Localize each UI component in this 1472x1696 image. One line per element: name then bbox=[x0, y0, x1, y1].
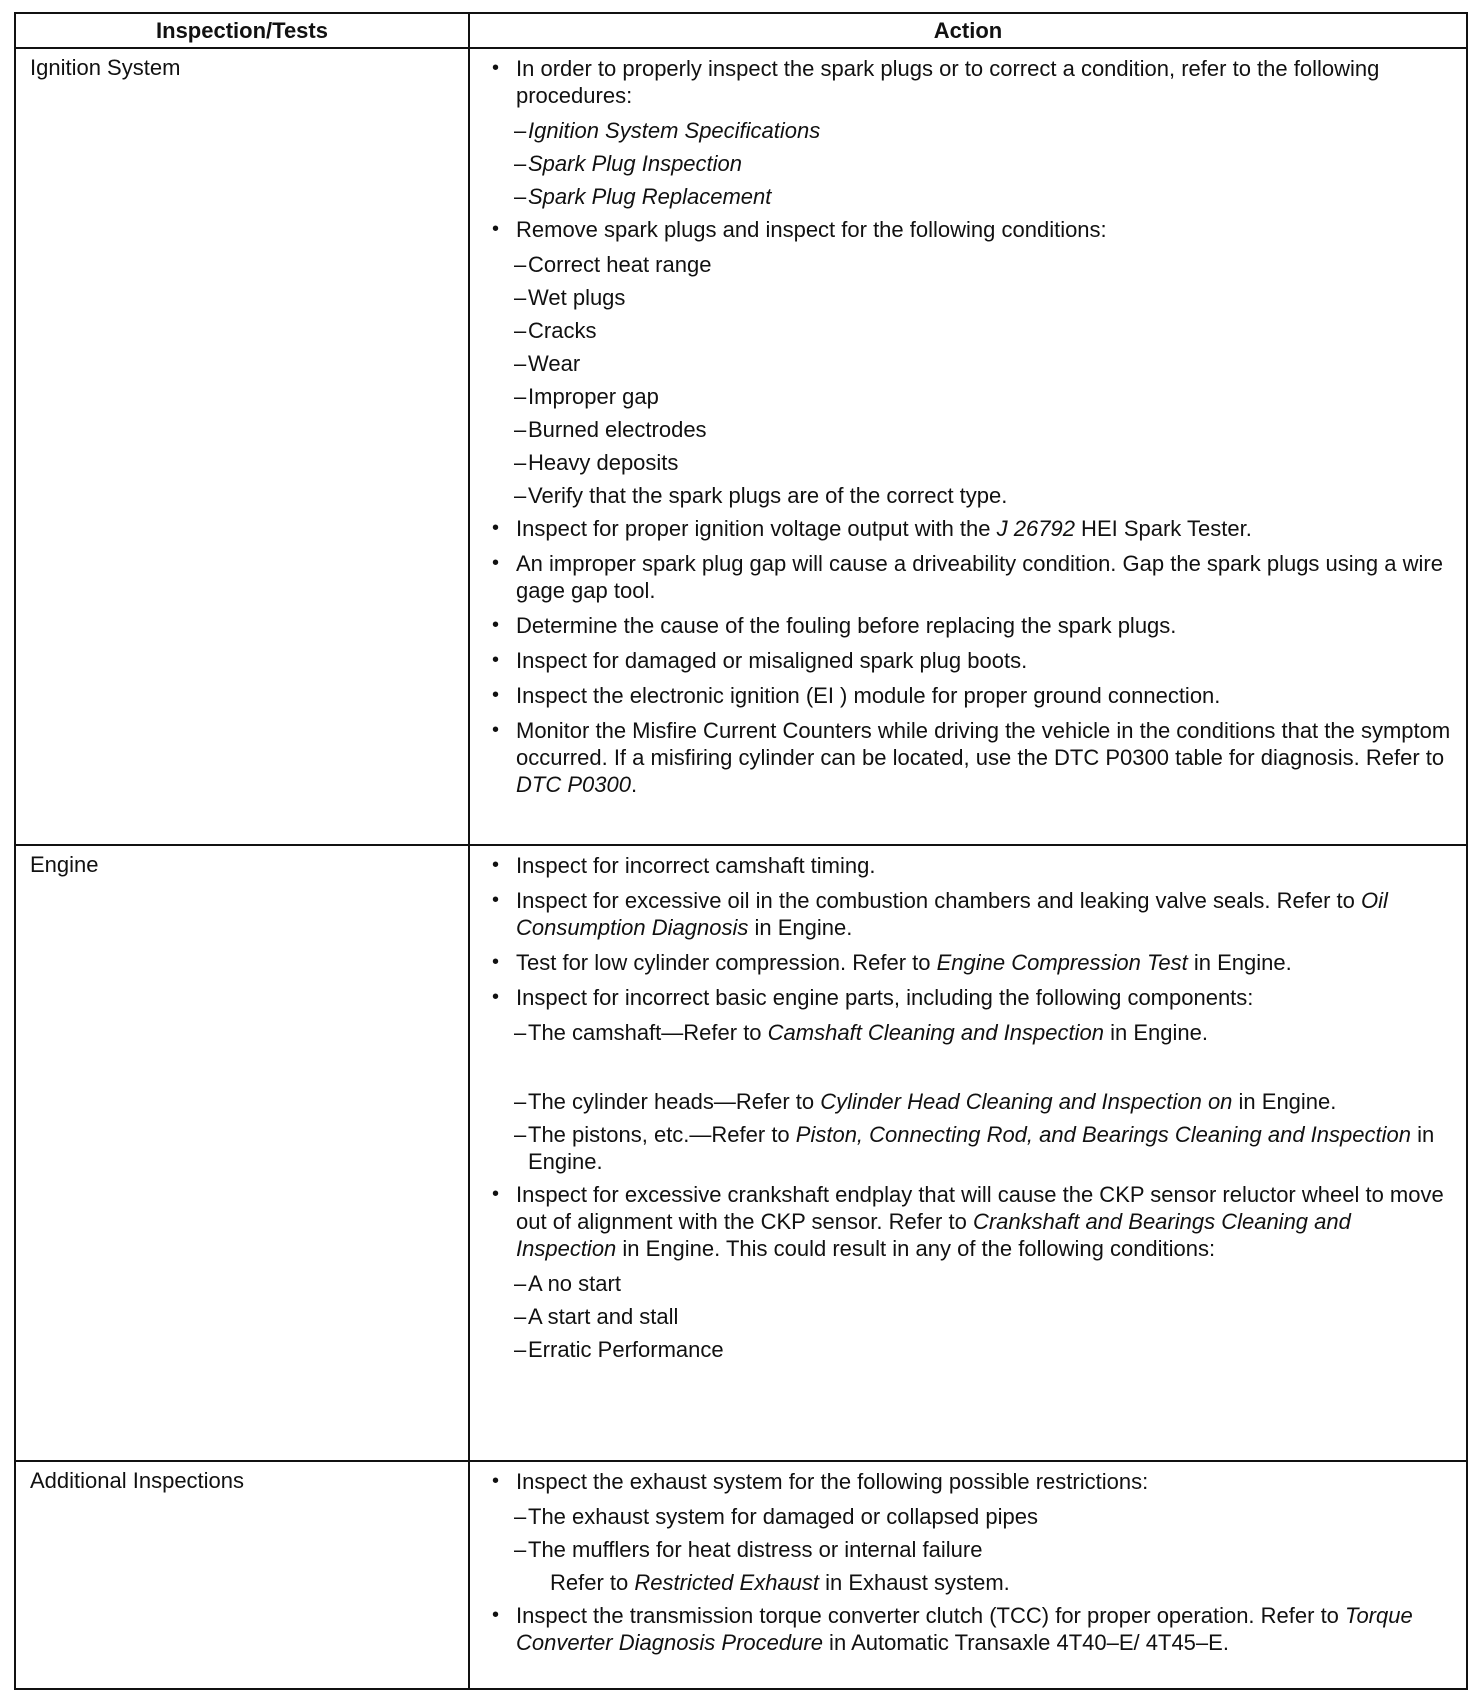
reference-text: J 26792 bbox=[996, 516, 1075, 541]
sub-item bbox=[484, 317, 1452, 344]
item-text: in Engine. bbox=[1187, 950, 1292, 975]
item-text: HEI Spark Tester. bbox=[1074, 516, 1252, 541]
item-text: in Engine. bbox=[748, 915, 853, 940]
reference-text: Spark Plug Replacement bbox=[528, 184, 772, 209]
sub-item bbox=[484, 150, 1452, 177]
column-header-inspection-tests: Inspection/Tests bbox=[15, 13, 469, 48]
bullet-item bbox=[484, 1468, 1452, 1495]
dash-marker: – bbox=[514, 252, 527, 277]
table-row-additional-inspections bbox=[15, 1461, 1467, 1689]
reference-text: Oil Consumption Diagnosis bbox=[516, 888, 1388, 940]
dash-marker: – bbox=[514, 483, 527, 508]
item-text: Erratic Performance bbox=[528, 1337, 724, 1362]
reference-text: Cylinder Head Cleaning and Inspection on bbox=[820, 1089, 1233, 1114]
reference-text: Piston, Connecting Rod, and Bearings Cleaning and Inspection bbox=[795, 1122, 1411, 1147]
dash-marker: – bbox=[514, 118, 527, 143]
item-text: Improper gap bbox=[528, 384, 659, 409]
item-text: Inspect for excessive oil in the combustion chambers and leaking valve seals. Refer to bbox=[516, 888, 1361, 913]
bullet-item bbox=[484, 1181, 1452, 1262]
sub-item bbox=[484, 449, 1452, 476]
action-cell bbox=[469, 845, 1467, 1461]
sub-item bbox=[484, 1536, 1452, 1563]
item-text: The pistons, etc.—Refer to bbox=[528, 1122, 796, 1147]
action-cell bbox=[469, 1461, 1467, 1689]
reference-text: Torque Converter Diagnosis Procedure bbox=[516, 1603, 1413, 1655]
sub-item bbox=[484, 1503, 1452, 1530]
dash-marker: – bbox=[514, 351, 527, 376]
dash-marker: – bbox=[514, 151, 527, 176]
item-text: Inspect for incorrect camshaft timing. bbox=[516, 853, 876, 878]
action-cell bbox=[469, 48, 1467, 845]
bullet-item bbox=[484, 949, 1452, 976]
inspection-table bbox=[14, 12, 1468, 1690]
dash-marker: – bbox=[514, 1504, 527, 1529]
item-text: Wet plugs bbox=[528, 285, 626, 310]
item-text: in Exhaust system. bbox=[819, 1570, 1010, 1595]
sub-item bbox=[484, 1270, 1452, 1297]
item-text: Inspect for incorrect basic engine parts, including the following components: bbox=[516, 985, 1254, 1010]
item-text: Inspect the transmission torque converter clutch (TCC) for proper operation. Refer to bbox=[516, 1603, 1346, 1628]
item-text: The camshaft—Refer to bbox=[528, 1020, 768, 1045]
spacer bbox=[484, 1052, 1452, 1082]
dash-marker: – bbox=[514, 417, 527, 442]
bullet-item bbox=[484, 515, 1452, 542]
bullet-item bbox=[484, 550, 1452, 604]
sub-item bbox=[484, 183, 1452, 210]
item-text: Correct heat range bbox=[528, 252, 712, 277]
row-label-cell: Additional Inspections bbox=[15, 1461, 469, 1689]
bullet-item bbox=[484, 612, 1452, 639]
row-label-cell: Ignition System bbox=[15, 48, 469, 845]
dash-marker: – bbox=[514, 1304, 527, 1329]
dash-marker: – bbox=[514, 384, 527, 409]
reference-text: Ignition System Specifications bbox=[528, 118, 821, 143]
item-text: in Engine. bbox=[1232, 1089, 1337, 1114]
reference-text: DTC P0300 bbox=[516, 772, 631, 797]
item-text: Inspect for damaged or misaligned spark plug boots. bbox=[516, 648, 1028, 673]
bullet-item bbox=[484, 216, 1452, 243]
sub-item bbox=[484, 1336, 1452, 1363]
dash-marker: – bbox=[514, 1271, 527, 1296]
item-text: in Engine. bbox=[528, 1122, 1435, 1174]
dash-marker: – bbox=[514, 184, 527, 209]
dash-marker: – bbox=[514, 1537, 527, 1562]
table-row-engine bbox=[15, 845, 1467, 1461]
dash-marker: – bbox=[514, 318, 527, 343]
sub-item bbox=[484, 383, 1452, 410]
table-row-ignition-system bbox=[15, 48, 1467, 845]
sub-item bbox=[484, 482, 1452, 509]
dash-marker: – bbox=[514, 450, 527, 475]
sub-item bbox=[484, 1088, 1452, 1115]
row-label-cell: Engine bbox=[15, 845, 469, 1461]
dash-marker: – bbox=[514, 1020, 527, 1045]
bullet-item bbox=[484, 682, 1452, 709]
reference-text: Camshaft Cleaning and Inspection bbox=[767, 1020, 1104, 1045]
reference-text: Spark Plug Inspection bbox=[528, 151, 743, 176]
item-text: Inspect for excessive crankshaft endplay that will cause the CKP sensor reluctor wheel to move out of alignment with the CKP sensor. Refer to bbox=[516, 1182, 1444, 1234]
dash-marker: – bbox=[514, 1122, 527, 1147]
item-text: Test for low cylinder compression. Refer to bbox=[516, 950, 937, 975]
reference-note bbox=[484, 1569, 1452, 1596]
dash-marker: – bbox=[514, 1089, 527, 1114]
item-text: Heavy deposits bbox=[528, 450, 679, 475]
sub-item bbox=[484, 350, 1452, 377]
bullet-item bbox=[484, 717, 1452, 798]
item-text: Inspect the exhaust system for the following possible restrictions: bbox=[516, 1469, 1149, 1494]
item-text: in Engine. This could result in any of the following conditions: bbox=[616, 1236, 1216, 1261]
item-text: Monitor the Misfire Current Counters while driving the vehicle in the conditions that the symptom occurred. If a misfiring cylinder can be located, use the DTC P0300 table for diagnosis. Refer to bbox=[516, 718, 1451, 770]
reference-text: Crankshaft and Bearings Cleaning and Inspection bbox=[516, 1209, 1351, 1261]
bullet-item bbox=[484, 647, 1452, 674]
item-text: Remove spark plugs and inspect for the following conditions: bbox=[516, 217, 1107, 242]
bullet-item bbox=[484, 852, 1452, 879]
dash-marker: – bbox=[514, 285, 527, 310]
item-text: Refer to bbox=[550, 1570, 635, 1595]
item-text: A no start bbox=[528, 1271, 621, 1296]
sub-item bbox=[484, 284, 1452, 311]
item-text: Cracks bbox=[528, 318, 597, 343]
item-text: The mufflers for heat distress or internal failure bbox=[528, 1537, 983, 1562]
item-text: . bbox=[630, 772, 638, 797]
item-text: Burned electrodes bbox=[528, 417, 707, 442]
dash-marker: – bbox=[514, 1337, 527, 1362]
item-text: The cylinder heads—Refer to bbox=[528, 1089, 821, 1114]
column-header-action: Action bbox=[469, 13, 1467, 48]
reference-text: Engine Compression Test bbox=[936, 950, 1188, 975]
item-text: An improper spark plug gap will cause a driveability condition. Gap the spark plugs using a wire gage gap tool. bbox=[516, 551, 1443, 603]
item-text: Determine the cause of the fouling before replacing the spark plugs. bbox=[516, 613, 1177, 638]
bullet-item bbox=[484, 55, 1452, 109]
item-text: Verify that the spark plugs are of the correct type. bbox=[528, 483, 1008, 508]
reference-text: Restricted Exhaust bbox=[634, 1570, 820, 1595]
sub-item bbox=[484, 1019, 1452, 1046]
table-header-row bbox=[15, 13, 1467, 48]
item-text: In order to properly inspect the spark plugs or to correct a condition, refer to the following procedures: bbox=[516, 56, 1380, 108]
bullet-item bbox=[484, 887, 1452, 941]
item-text: Inspect for proper ignition voltage output with the bbox=[516, 516, 997, 541]
bullet-item bbox=[484, 1602, 1452, 1656]
bullet-item bbox=[484, 984, 1452, 1011]
item-text: The exhaust system for damaged or collapsed pipes bbox=[528, 1504, 1038, 1529]
item-text: Wear bbox=[528, 351, 581, 376]
sub-item bbox=[484, 1121, 1452, 1175]
sub-item bbox=[484, 416, 1452, 443]
item-text: in Automatic Transaxle 4T40–E/ 4T45–E. bbox=[822, 1630, 1229, 1655]
item-text: A start and stall bbox=[528, 1304, 679, 1329]
item-text: Inspect the electronic ignition (EI ) module for proper ground connection. bbox=[516, 683, 1221, 708]
sub-item bbox=[484, 251, 1452, 278]
sub-item bbox=[484, 117, 1452, 144]
item-text: in Engine. bbox=[1103, 1020, 1208, 1045]
sub-item bbox=[484, 1303, 1452, 1330]
